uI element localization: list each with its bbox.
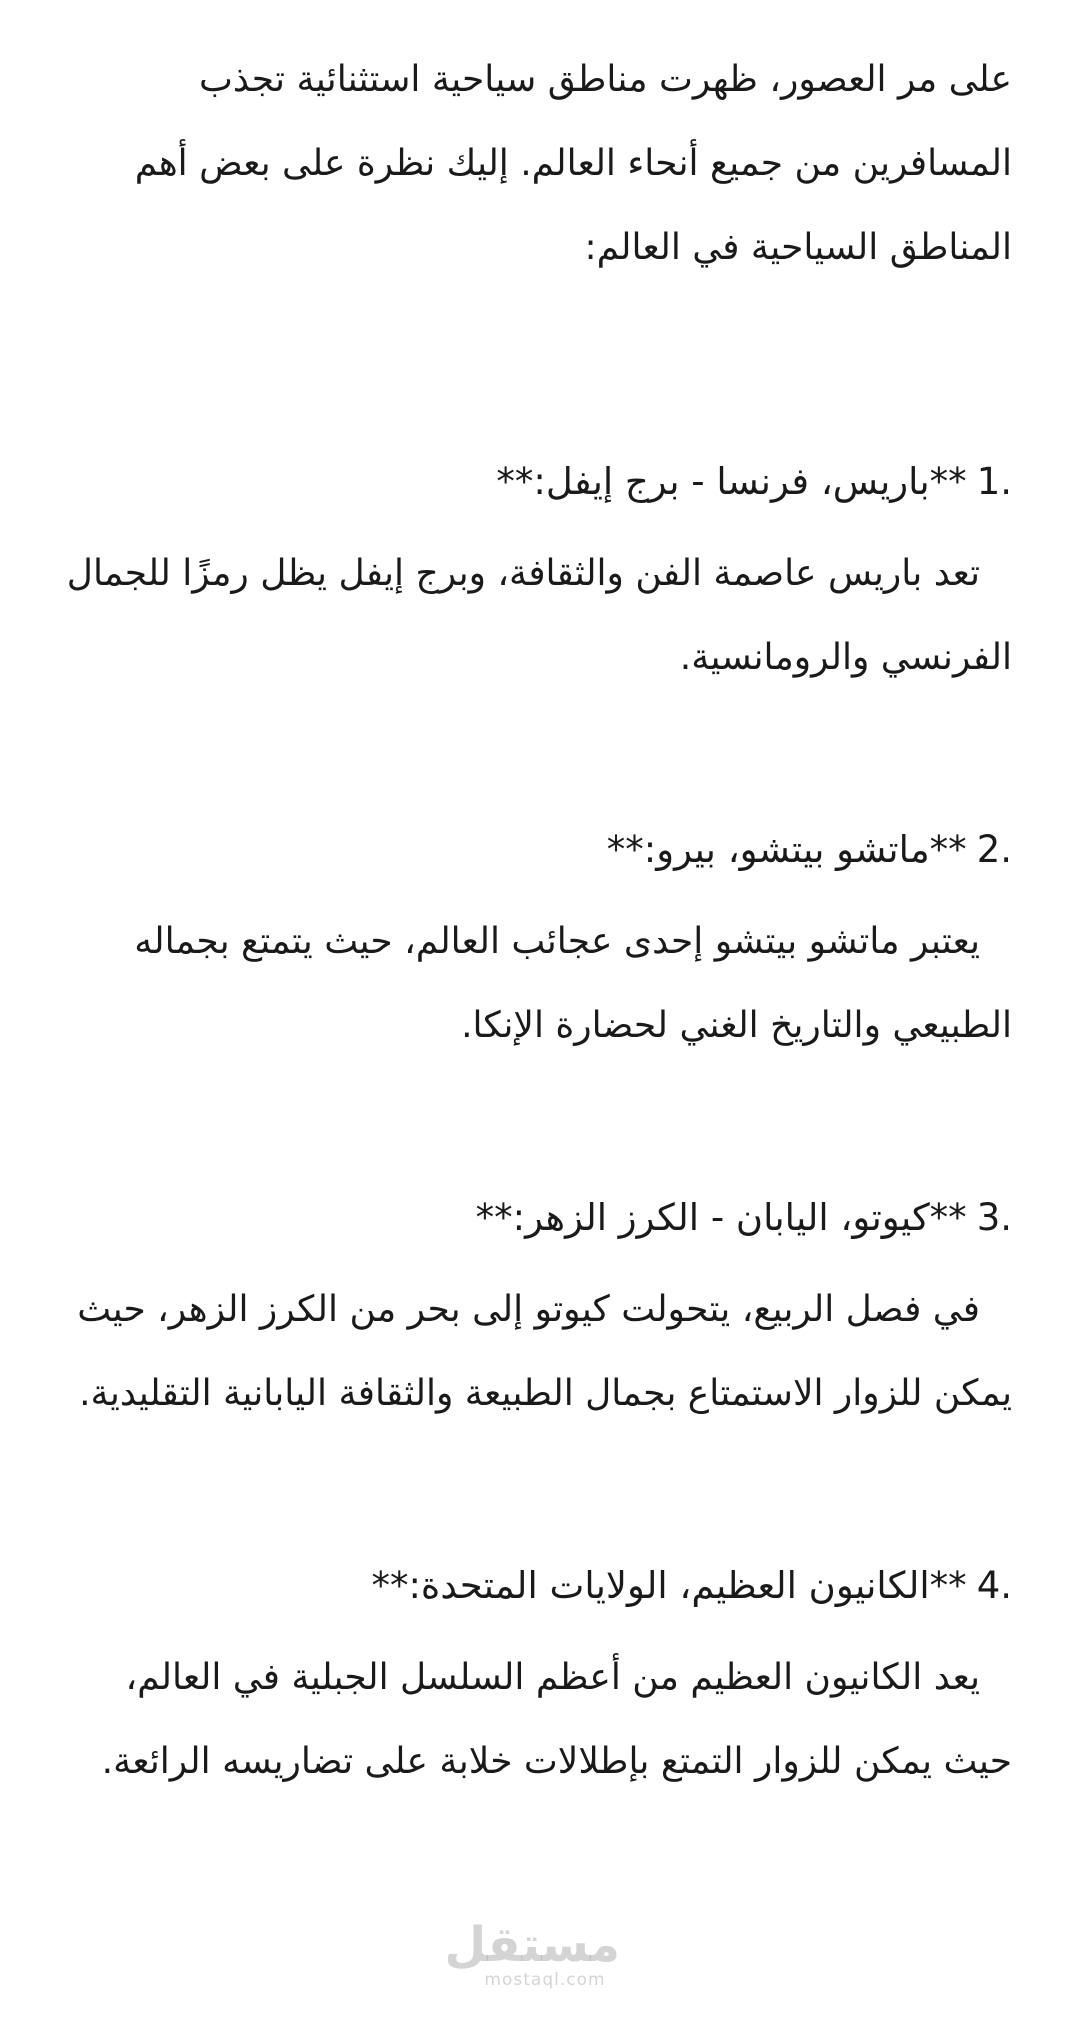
section-title-text: **الكانيون العظيم، الولايات المتحدة:**	[371, 1564, 967, 1607]
watermark-arabic: مستقل	[444, 1917, 620, 1973]
watermark-latin: mostaql.com	[484, 1970, 606, 1990]
section-title-text: **باريس، فرنسا - برج إيفل:**	[496, 460, 967, 503]
intro-paragraph: على مر العصور، ظهرت مناطق سياحية استثنائية تجذب المسافرين من جميع أنحاء العالم. إليك نظرة على بعض أهم المناطق السياحية في العالم:	[134, 59, 1012, 268]
section-title	[60, 1186, 1012, 1250]
section-2	[60, 818, 1012, 1068]
section-4	[60, 1554, 1012, 1804]
section-1	[60, 450, 1012, 700]
section-title	[60, 450, 1012, 514]
section-3	[60, 1186, 1012, 1436]
section-title-text: **ماتشو بيتشو، بيرو:**	[606, 828, 967, 871]
section-body: تعد باريس عاصمة الفن والثقافة، وبرج إيفل يظل رمزًا للجمال الفرنسي والرومانسية.	[66, 553, 1012, 678]
section-title-text: **كيوتو، اليابان - الكرز الزهر:**	[475, 1196, 967, 1239]
section-number: 4.	[976, 1564, 1012, 1607]
section-title	[60, 1554, 1012, 1618]
section-title	[60, 818, 1012, 882]
section-body: يعتبر ماتشو بيتشو إحدى عجائب العالم، حيث يتمتع بجماله الطبيعي والتاريخ الغني لحضارة الإنكا.	[134, 921, 1012, 1046]
section-number: 1.	[976, 460, 1012, 503]
section-number: 2.	[976, 828, 1012, 871]
section-number: 3.	[976, 1196, 1012, 1239]
section-body: يعد الكانيون العظيم من أعظم السلسل الجبلية في العالم، حيث يمكن للزوار التمتع بإطلالات خلابة على تضاريسه الرائعة.	[101, 1657, 1012, 1782]
section-body: في فصل الربيع، يتحولت كيوتو إلى بحر من الكرز الزهر، حيث يمكن للزوار الاستمتاع بجمال الطبيعة والثقافة اليابانية التقليدية.	[77, 1289, 1012, 1414]
